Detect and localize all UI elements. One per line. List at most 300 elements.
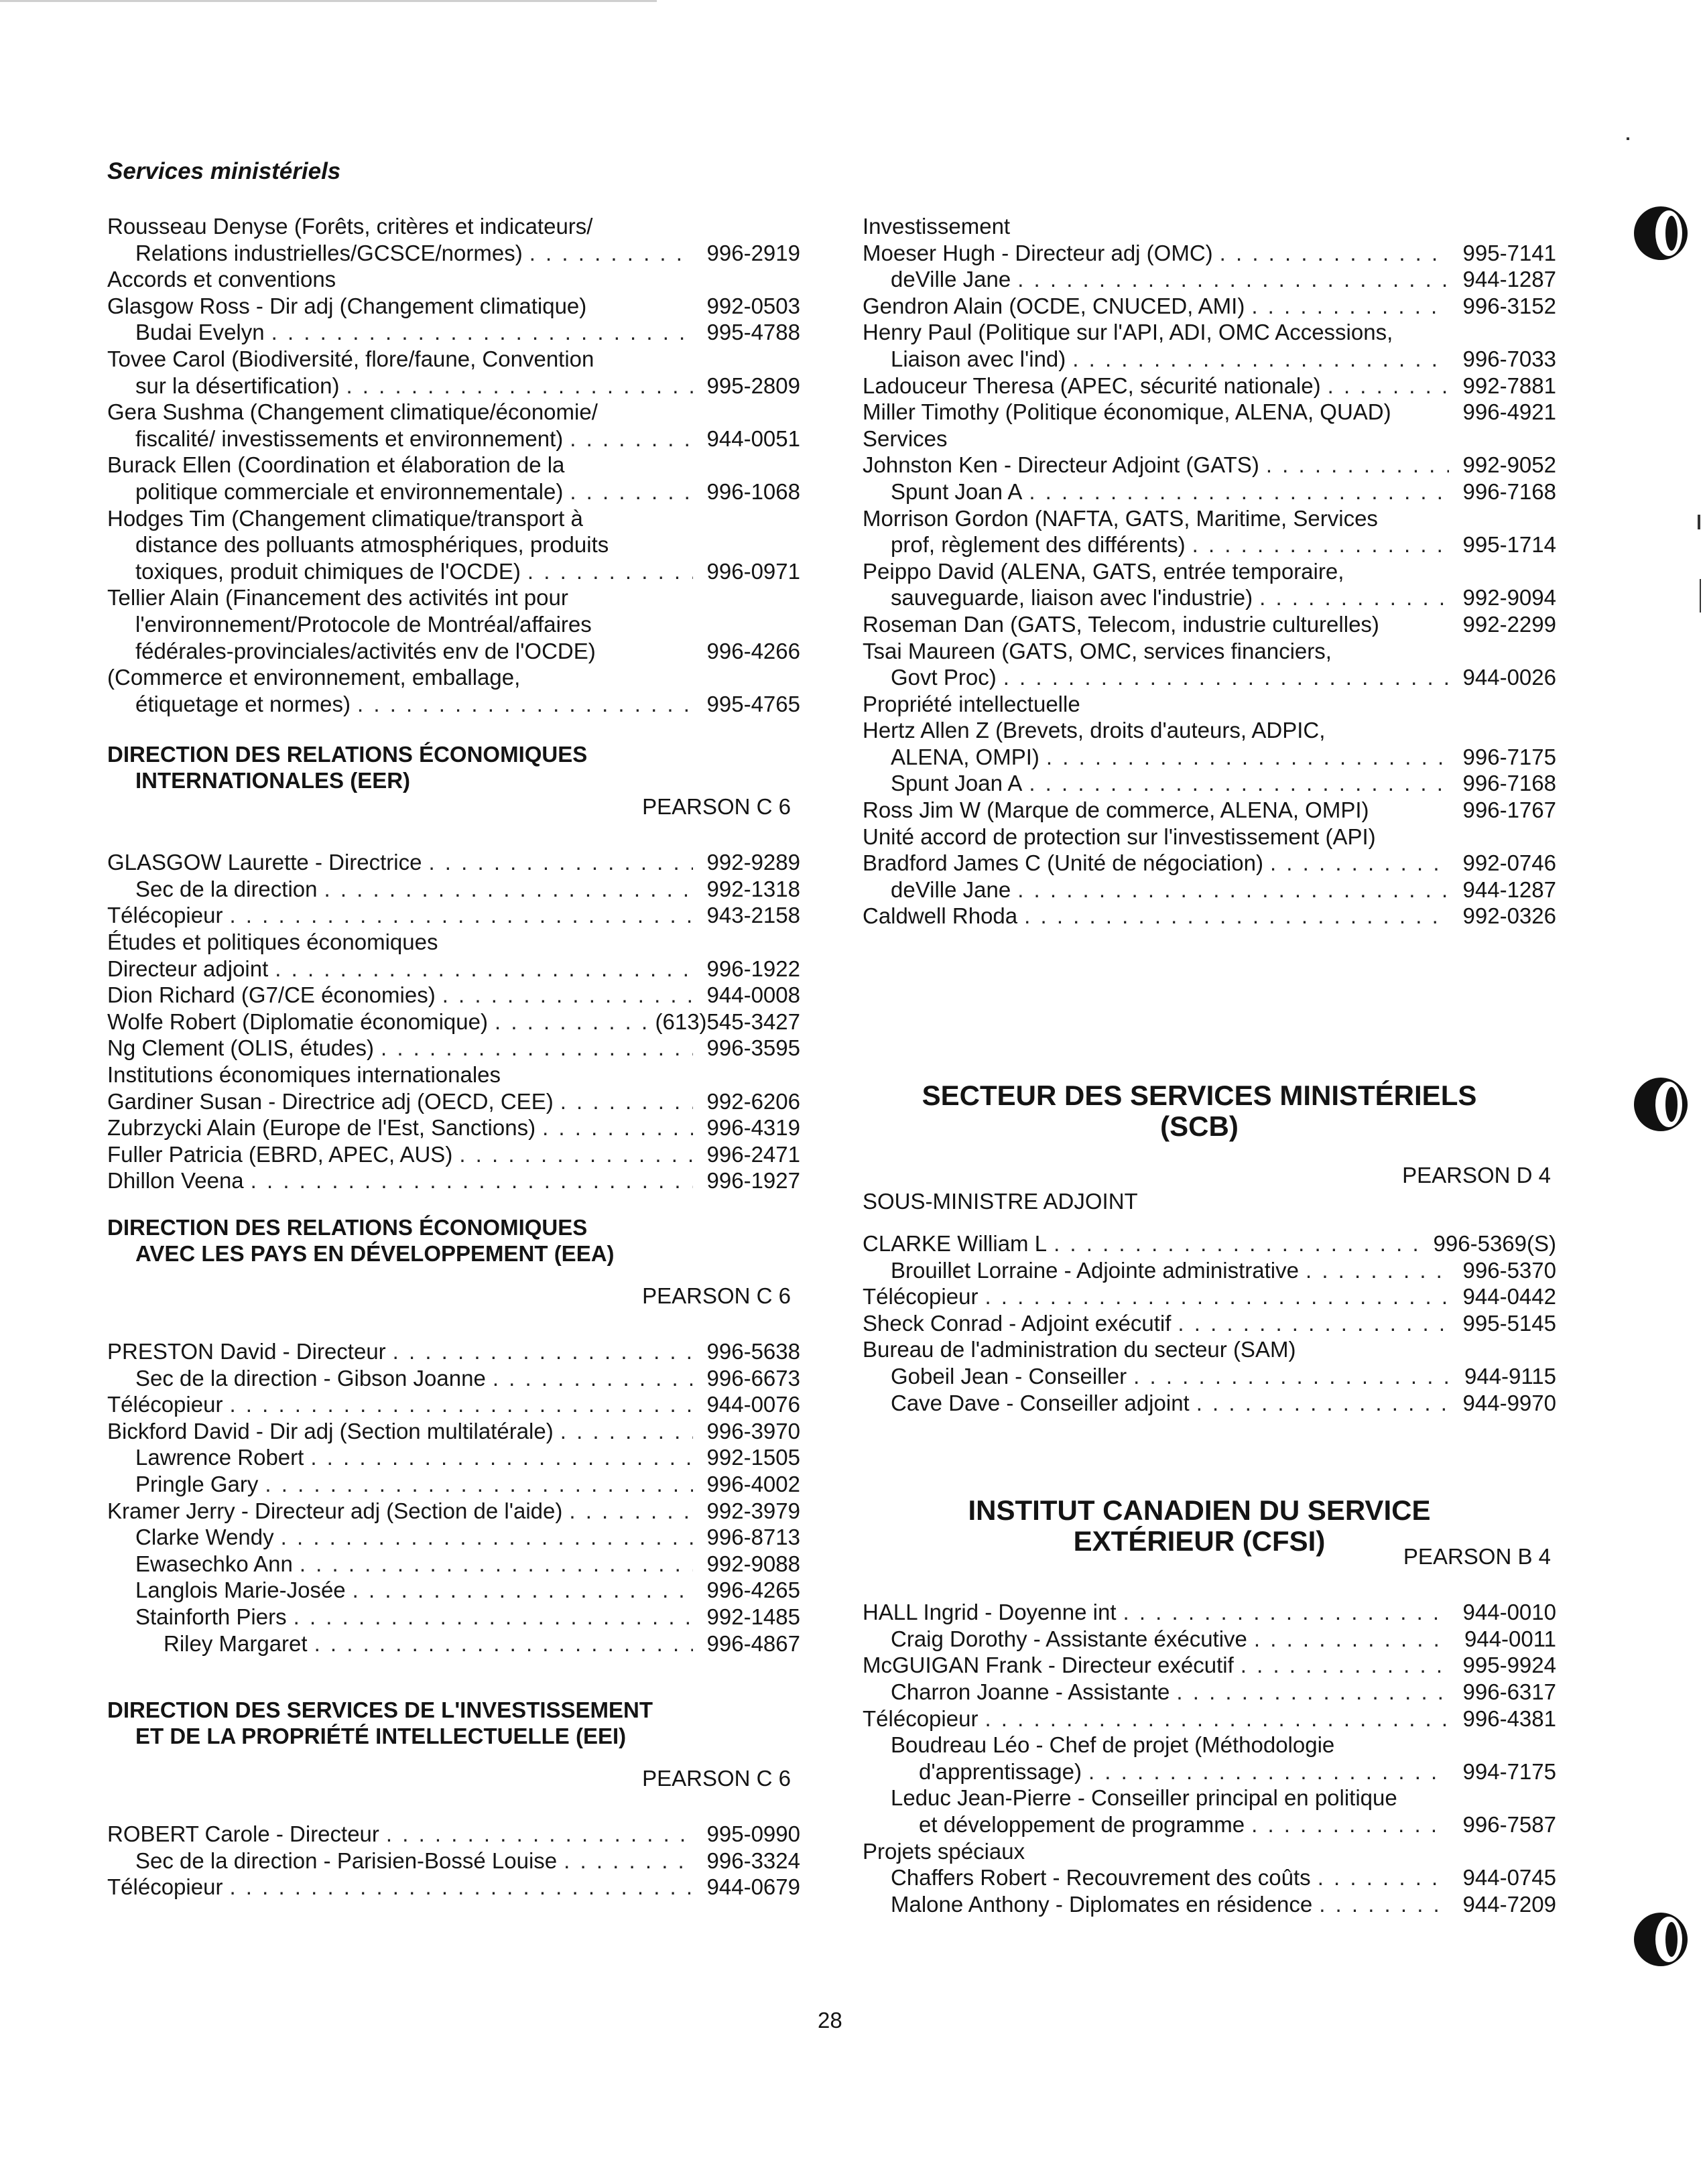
entry-text: Dion Richard (G7/CE économies) [107, 982, 436, 1008]
directory-line [107, 531, 800, 558]
directory-line [863, 1785, 1556, 1811]
phone-number: 992-9094 [1462, 585, 1556, 611]
entry-text: et développement de programme [919, 1811, 1245, 1837]
entry-text: Ross Jim W (Marque de commerce, ALENA, OMPI) [863, 797, 1369, 823]
entry-text: Ladouceur Theresa (APEC, sécurité nationale) [863, 373, 1321, 398]
entry-text: Riley Margaret [164, 1630, 308, 1656]
section-title-line: (SCB) [1160, 1110, 1239, 1143]
directory-line [863, 584, 1556, 611]
phone-number: 944-0679 [706, 1874, 800, 1900]
dot-leader [985, 1283, 1449, 1310]
phone-number: 996-3595 [706, 1035, 800, 1061]
entry-text: Rousseau Denyse (Forêts, critères et indicateurs/ [107, 214, 593, 239]
dot-leader [1251, 1811, 1449, 1838]
directory-line [863, 797, 1556, 824]
directory-line [107, 399, 800, 426]
entry-text: Directeur adjoint [107, 956, 269, 981]
dot-leader [442, 982, 693, 1009]
phone-number: 994-7175 [1462, 1758, 1556, 1784]
phone-number: 992-0503 [706, 293, 800, 318]
location-label: PEARSON C 6 [642, 794, 791, 820]
dot-leader [357, 691, 693, 718]
phone-number: 996-5638 [706, 1339, 800, 1364]
dot-leader [1123, 1599, 1450, 1626]
section-title-eea [107, 1214, 800, 1267]
entry-text: Johnston Ken - Directeur Adjoint (GATS) [863, 452, 1259, 478]
entry-text: Télécopieur [107, 1392, 223, 1417]
right-intro-list [863, 213, 1556, 929]
phone-number: 992-3979 [706, 1498, 800, 1523]
entry-text: Accords et conventions [107, 267, 336, 292]
entry-text: Gera Sushma (Changement climatique/économie/ [107, 399, 598, 425]
phone-number: 992-7881 [1462, 373, 1556, 398]
phone-number: 944-9970 [1462, 1390, 1556, 1415]
entry-text: fédérales-provinciales/activités env de l'OCDE) [135, 638, 596, 663]
phone-number: 996-6317 [1462, 1679, 1556, 1704]
dot-leader [542, 1114, 693, 1141]
section-title-line: DIRECTION DES RELATIONS ÉCONOMIQUES [107, 742, 588, 767]
phone-number: 996-2471 [706, 1141, 800, 1167]
directory-line [107, 1365, 800, 1392]
directory-line [863, 505, 1556, 532]
scb-list [863, 1230, 1556, 1416]
entry-text: Gardiner Susan - Directrice adj (OECD, CEE) [107, 1088, 554, 1114]
phone-number: 992-1485 [706, 1604, 800, 1629]
directory-line [863, 1626, 1556, 1653]
dot-leader [564, 1848, 693, 1874]
directory-line [107, 240, 800, 267]
entry-text: Govt Proc) [891, 665, 997, 690]
entry-text: étiquetage et normes) [135, 691, 351, 716]
directory-line [107, 611, 800, 638]
page-number: 28 [818, 2008, 842, 2033]
dot-leader [1306, 1257, 1449, 1284]
directory-line [107, 373, 800, 399]
phone-number: 995-5145 [1462, 1310, 1556, 1336]
entry-text: Sec de la direction - Gibson Joanne [135, 1365, 486, 1391]
phone-number: 996-4319 [706, 1115, 800, 1141]
phone-number: 995-7141 [1462, 240, 1556, 265]
phone-number: 995-0990 [706, 1821, 800, 1847]
dot-leader [1328, 373, 1449, 399]
dot-leader [1251, 293, 1449, 320]
directory-line [107, 849, 800, 876]
entry-text: (Commerce et environnement, emballage, [107, 665, 521, 690]
directory-line [107, 1009, 800, 1035]
dot-leader [493, 1365, 693, 1392]
directory-line [107, 1577, 800, 1604]
entry-text: Services [863, 426, 948, 451]
dot-leader [1318, 1864, 1449, 1891]
dot-leader [560, 1418, 693, 1445]
entry-text: Unité accord de protection sur l'investissement (API) [863, 824, 1376, 849]
dot-leader [1017, 266, 1449, 293]
phone-number: 992-0326 [1462, 903, 1556, 929]
directory-line [863, 903, 1556, 929]
dot-leader [265, 1471, 693, 1498]
entry-text: ALENA, OMPI) [891, 744, 1039, 769]
entry-text: Sec de la direction - Parisien-Bossé Louise [135, 1848, 558, 1873]
directory-line [107, 1035, 800, 1062]
entry-text: Glasgow Ross - Dir adj (Changement climatique) [107, 293, 587, 318]
directory-line [863, 1811, 1556, 1838]
phone-number: 944-0076 [706, 1392, 800, 1417]
phone-number: 996-7033 [1462, 346, 1556, 371]
directory-line [863, 1283, 1556, 1310]
dot-leader [275, 956, 693, 982]
dot-leader [1017, 877, 1449, 903]
directory-line [863, 1679, 1556, 1706]
directory-line [863, 1758, 1556, 1785]
entry-text: Spunt Joan A [891, 478, 1023, 504]
directory-line [107, 691, 800, 718]
dot-leader [1220, 240, 1449, 267]
directory-line [107, 478, 800, 505]
directory-line [107, 1874, 800, 1901]
dot-leader [570, 426, 693, 452]
dot-leader [1241, 1652, 1449, 1679]
dot-leader [570, 478, 693, 505]
directory-line [107, 1088, 800, 1115]
entry-text: Gendron Alain (OCDE, CNUCED, AMI) [863, 293, 1245, 318]
directory-line [107, 929, 800, 956]
phone-number: 995-1714 [1462, 532, 1556, 558]
entry-text: Henry Paul (Politique sur l'API, ADI, OMC Accessions, [863, 320, 1393, 345]
entry-text: Hertz Allen Z (Brevets, droits d'auteurs, ADPIC, [863, 718, 1326, 743]
entry-text: Kramer Jerry - Directeur adj (Section de l'aide) [107, 1498, 563, 1523]
dot-leader [1054, 1230, 1426, 1257]
phone-number: 992-0746 [1462, 850, 1556, 876]
entry-text: CLARKE William L [863, 1231, 1048, 1257]
spacer [107, 820, 800, 849]
section-title-eei [107, 1697, 800, 1749]
phone-number: 996-4381 [1462, 1706, 1556, 1731]
phone-number: 992-2299 [1462, 611, 1556, 637]
binder-hole-icon [1630, 1074, 1692, 1135]
phone-number: 996-5369(S) [1433, 1231, 1556, 1257]
phone-number: 944-0008 [706, 982, 800, 1008]
directory-line [863, 1310, 1556, 1337]
phone-number: 992-9289 [706, 850, 800, 875]
phone-number: 992-1505 [706, 1445, 800, 1470]
phone-number: 996-4265 [706, 1578, 800, 1603]
phone-number: 992-1318 [706, 876, 800, 901]
binder-hole-icon [1630, 202, 1692, 264]
phone-number: 996-7168 [1462, 478, 1556, 504]
dot-leader [985, 1706, 1449, 1732]
dot-leader [353, 1577, 693, 1604]
dot-leader [1088, 1758, 1449, 1785]
directory-line [107, 293, 800, 320]
directory-line [107, 213, 800, 240]
phone-number: 996-1767 [1462, 797, 1556, 823]
directory-line [107, 1062, 800, 1088]
entry-text: Télécopieur [863, 1284, 978, 1309]
entry-text: Études et politiques économiques [107, 929, 438, 955]
entry-text: Investissement [863, 214, 1011, 239]
directory-line [863, 1652, 1556, 1679]
directory-line [863, 638, 1556, 665]
phone-number: 996-3152 [1462, 293, 1556, 318]
dot-leader [1176, 1679, 1449, 1706]
entry-text: PRESTON David - Directeur [107, 1339, 386, 1364]
directory-line [863, 850, 1556, 877]
directory-line [107, 982, 800, 1009]
entry-text: ROBERT Carole - Directeur [107, 1821, 379, 1847]
directory-line [107, 346, 800, 373]
dot-leader [386, 1821, 693, 1848]
entry-text: sauveguarde, liaison avec l'industrie) [891, 585, 1253, 611]
phone-number: 995-4765 [706, 691, 800, 716]
directory-line [107, 452, 800, 478]
dot-leader [229, 1874, 693, 1901]
entry-text: Craig Dorothy - Assistante éxécutive [891, 1626, 1247, 1651]
dot-leader [393, 1338, 693, 1365]
section-title-line: AVEC LES PAYS EN DÉVELOPPEMENT (EEA) [135, 1241, 615, 1266]
phone-number: 996-4921 [1462, 399, 1556, 425]
phone-number: 996-1068 [706, 478, 800, 504]
directory-line [863, 266, 1556, 293]
phone-number: 995-2809 [706, 373, 800, 398]
phone-number: 995-4788 [706, 320, 800, 345]
directory-line [863, 744, 1556, 771]
directory-line [107, 1444, 800, 1471]
entry-text: Bureau de l'administration du secteur (SAM) [863, 1337, 1296, 1362]
phone-number: 944-9115 [1464, 1364, 1556, 1389]
dot-leader [310, 1444, 693, 1471]
entry-text: Ng Clement (OLIS, études) [107, 1035, 374, 1061]
entry-text: deVille Jane [891, 267, 1011, 292]
directory-line [107, 1604, 800, 1630]
dot-leader [300, 1551, 693, 1578]
section-title-line: DIRECTION DES RELATIONS ÉCONOMIQUES [107, 1215, 588, 1240]
eer-list [107, 849, 800, 1194]
dot-leader [314, 1630, 693, 1657]
phone-number: 944-0051 [706, 426, 800, 451]
phone-number: 996-4002 [706, 1471, 800, 1496]
directory-line [107, 664, 800, 691]
left-column [107, 213, 800, 1901]
section-title-eer [107, 741, 800, 793]
dot-leader [1072, 346, 1449, 373]
entry-text: Gobeil Jean - Conseiller [891, 1364, 1127, 1389]
entry-text: Dhillon Veena [107, 1168, 244, 1194]
entry-text: Bradford James C (Unité de négociation) [863, 850, 1263, 876]
dot-leader [281, 1524, 693, 1551]
directory-line [107, 902, 800, 929]
location-label: PEARSON C 6 [642, 1766, 791, 1791]
entry-text: Malone Anthony - Diplomates en résidence [891, 1891, 1313, 1917]
dot-leader [428, 849, 693, 876]
entry-text: Bickford David - Dir adj (Section multilatérale) [107, 1418, 554, 1443]
eea-list [107, 1338, 800, 1657]
entry-text: Pringle Gary [135, 1471, 259, 1496]
entry-text: Leduc Jean-Pierre - Conseiller principal en politique [891, 1785, 1397, 1811]
directory-line [863, 452, 1556, 478]
entry-text: deVille Jane [891, 877, 1011, 902]
phone-number: 996-0971 [706, 558, 800, 584]
directory-line [107, 1418, 800, 1445]
section-title-line: INSTITUT CANADIEN DU SERVICE [968, 1494, 1431, 1527]
phone-number: 995-9924 [1462, 1653, 1556, 1678]
section-title-line: DIRECTION DES SERVICES DE L'INVESTISSEMENT [107, 1697, 653, 1723]
dot-leader [1266, 452, 1449, 478]
phone-number: 996-1927 [706, 1168, 800, 1194]
phone-number: 992-6206 [706, 1088, 800, 1114]
scan-speck [1627, 137, 1629, 140]
phone-number: 944-0011 [1464, 1626, 1556, 1651]
top-scan-rule [0, 0, 657, 2]
entry-text: Projets spéciaux [863, 1838, 1025, 1864]
directory-line [107, 956, 800, 982]
phone-number: 943-2158 [706, 903, 800, 928]
eei-list [107, 1821, 800, 1901]
directory-line [107, 876, 800, 903]
directory-line [863, 1838, 1556, 1865]
section-title-scb [842, 1080, 1556, 1142]
scan-speck [1700, 579, 1701, 613]
phone-number: 944-0745 [1462, 1865, 1556, 1890]
dot-leader [294, 1604, 693, 1630]
entry-text: Cave Dave - Conseiller adjoint [891, 1390, 1190, 1415]
directory-line [863, 1864, 1556, 1891]
directory-line [107, 638, 800, 665]
directory-line [863, 558, 1556, 585]
directory-line [863, 664, 1556, 691]
section-title-line: INTERNATIONALES (EER) [135, 768, 411, 793]
phone-number: 996-7175 [1462, 744, 1556, 769]
dot-leader [1259, 584, 1449, 611]
location-label: PEARSON B 4 [1403, 1544, 1551, 1569]
dot-leader [569, 1498, 693, 1525]
entry-text: Tsai Maureen (GATS, OMC, services financiers, [863, 638, 1332, 663]
entry-text: politique commerciale et environnementale) [135, 478, 564, 504]
directory-line [863, 319, 1556, 346]
location-label: PEARSON C 6 [642, 1283, 791, 1308]
subtitle-sous-ministre: SOUS-MINISTRE ADJOINT [863, 1189, 1138, 1214]
dot-leader [1270, 850, 1449, 877]
entry-text: prof, règlement des différents) [891, 532, 1186, 558]
entry-text: Wolfe Robert (Diplomatie économique) [107, 1009, 488, 1034]
dot-leader [1196, 1390, 1449, 1417]
dot-leader [495, 1009, 649, 1035]
phone-number: 996-1922 [706, 956, 800, 981]
scan-speck [1698, 515, 1700, 529]
dot-leader [1192, 531, 1449, 558]
entry-text: Brouillet Lorraine - Adjointe administrative [891, 1257, 1299, 1283]
entry-text: GLASGOW Laurette - Directrice [107, 850, 422, 875]
entry-text: d'apprentissage) [919, 1758, 1082, 1784]
phone-number: 944-1287 [1462, 267, 1556, 292]
directory-line [863, 1336, 1556, 1363]
entry-text: Sec de la direction [135, 876, 318, 901]
dot-leader [1029, 478, 1449, 505]
entry-text: Peippo David (ALENA, GATS, entrée temporaire, [863, 558, 1344, 584]
entry-text: Tovee Carol (Biodiversité, flore/faune, Convention [107, 346, 594, 371]
directory-line [107, 1524, 800, 1551]
entry-text: l'environnement/Protocole de Montréal/affaires [135, 611, 592, 637]
directory-line [863, 373, 1556, 399]
directory-line [107, 1630, 800, 1657]
entry-text: Burack Ellen (Coordination et élaboration de la [107, 452, 565, 478]
section-title-line: EXTÉRIEUR (CFSI) [1073, 1525, 1326, 1557]
directory-line [107, 426, 800, 452]
left-intro-list [107, 213, 800, 717]
entry-text: Charron Joanne - Assistante [891, 1679, 1170, 1704]
directory-line [107, 1391, 800, 1418]
entry-text: Chaffers Robert - Recouvrement des coûts [891, 1865, 1311, 1890]
entry-text: toxiques, produit chimiques de l'OCDE) [135, 558, 521, 584]
dot-leader [1178, 1310, 1449, 1337]
directory-line [107, 1551, 800, 1578]
directory-line [863, 426, 1556, 452]
spacer [863, 1569, 1556, 1599]
dot-leader [1254, 1626, 1449, 1653]
entry-text: Télécopieur [107, 903, 223, 928]
entry-text: Moeser Hugh - Directeur adj (OMC) [863, 240, 1213, 265]
entry-text: Boudreau Léo - Chef de projet (Méthodologie [891, 1732, 1335, 1758]
directory-line [863, 1257, 1556, 1284]
spacer [107, 1309, 800, 1338]
spacer [107, 1791, 800, 1821]
page-section-header: Services ministériels [107, 158, 341, 184]
phone-number: 996-5370 [1462, 1257, 1556, 1283]
entry-text: Caldwell Rhoda [863, 903, 1018, 929]
entry-text: Zubrzycki Alain (Europe de l'Est, Sanctions) [107, 1115, 536, 1141]
dot-leader [560, 1088, 693, 1115]
dot-leader [529, 240, 693, 267]
directory-line [107, 266, 800, 293]
phone-number: 996-4266 [706, 638, 800, 663]
phone-number: 996-3324 [706, 1848, 800, 1873]
right-column [863, 213, 1556, 1917]
directory-line [107, 319, 800, 346]
directory-line [107, 505, 800, 532]
entry-text: Relations industrielles/GCSCE/normes) [135, 240, 523, 265]
directory-line [863, 1599, 1556, 1626]
directory-line [863, 1363, 1556, 1390]
entry-text: Budai Evelyn [135, 320, 265, 345]
entry-text: distance des polluants atmosphériques, produits [135, 532, 609, 558]
directory-line [863, 691, 1556, 718]
dot-leader [1024, 903, 1449, 929]
dot-leader [1003, 664, 1449, 691]
dot-leader [251, 1167, 693, 1194]
dot-leader [346, 373, 693, 399]
phone-number: 992-9088 [706, 1551, 800, 1576]
entry-text: Spunt Joan A [891, 771, 1023, 796]
directory-line [863, 346, 1556, 373]
dot-leader [1029, 770, 1449, 797]
directory-line [863, 1891, 1556, 1918]
directory-line [107, 584, 800, 611]
phone-number: 996-7168 [1462, 771, 1556, 796]
dot-leader [1319, 1891, 1449, 1918]
directory-line [863, 478, 1556, 505]
phone-number: 996-3970 [706, 1418, 800, 1443]
dot-leader [459, 1141, 693, 1168]
entry-text: Roseman Dan (GATS, Telecom, industrie culturelles) [863, 611, 1379, 637]
directory-line [863, 1230, 1556, 1257]
directory-line [863, 399, 1556, 426]
directory-line [863, 1706, 1556, 1732]
directory-line [107, 558, 800, 585]
entry-text: sur la désertification) [135, 373, 340, 398]
directory-line [107, 1338, 800, 1365]
entry-text: Stainforth Piers [135, 1604, 287, 1629]
directory-line [863, 770, 1556, 797]
section-title-line: SECTEUR DES SERVICES MINISTÉRIELS [922, 1080, 1477, 1112]
